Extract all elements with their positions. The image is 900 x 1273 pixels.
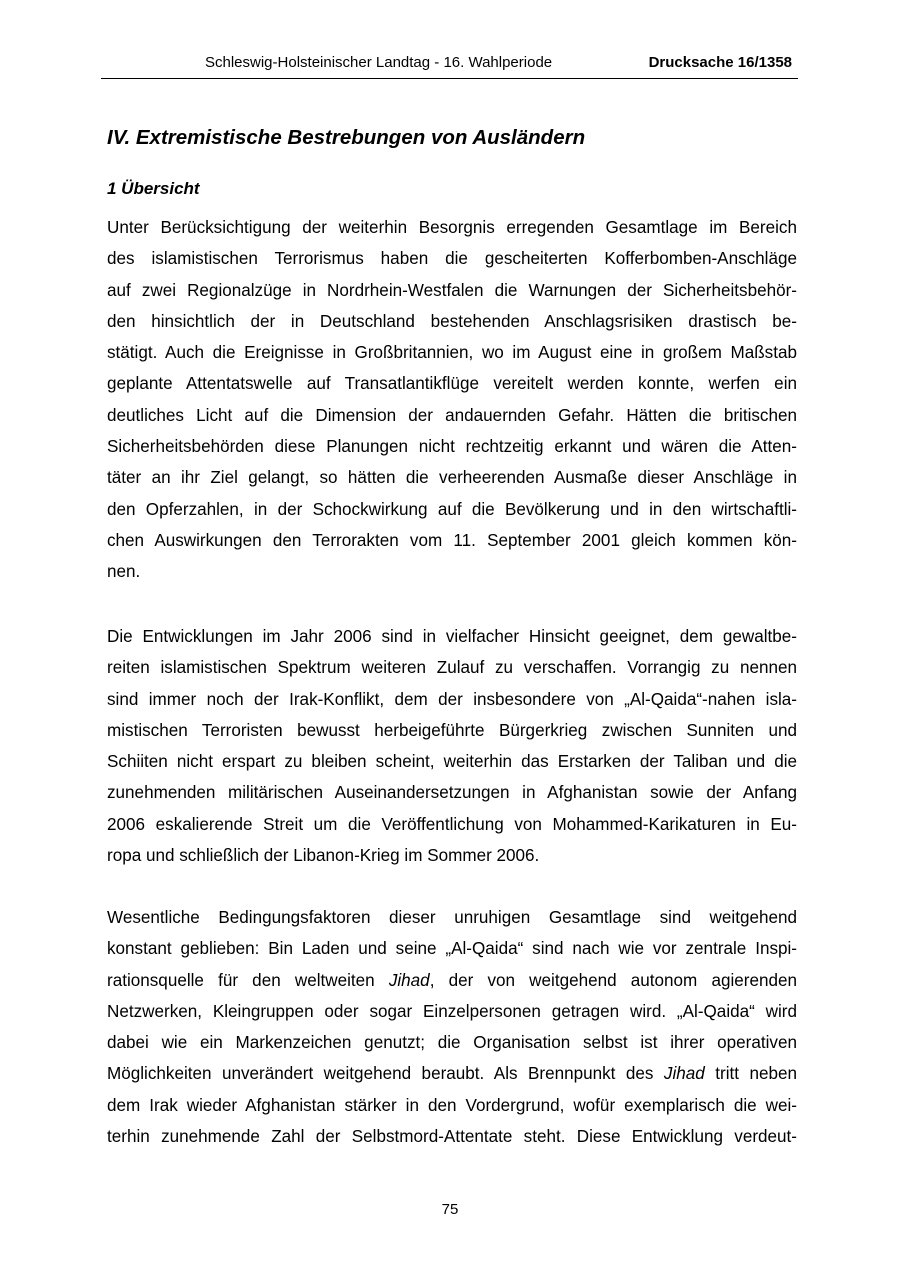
text-line: Netzwerken, Kleingruppen oder sogar Einzelpersonen getragen wird. „Al-Qaida“ wird — [107, 1001, 797, 1021]
text-line: dem Irak wieder Afghanistan stärker in den Vordergrund, wofür exemplarisch die wei- — [107, 1095, 797, 1115]
paragraph-3 — [107, 902, 797, 1152]
text-line: stätigt. Auch die Ereignisse in Großbritannien, wo im August eine in großem Maßstab — [107, 343, 797, 363]
text-line: zunehmenden militärischen Auseinandersetzungen in Afghanistan sowie der Anfang — [107, 783, 797, 803]
text-line: terhin zunehmende Zahl der Selbstmord-Attentate steht. Diese Entwicklung verdeut- — [107, 1127, 797, 1147]
text-line: deutliches Licht auf die Dimension der andauernden Gefahr. Hätten die britischen — [107, 405, 797, 425]
text-line: rationsquelle für den weltweiten Jihad, der von weitgehend autonom agierenden — [107, 970, 797, 990]
text-line: den Opferzahlen, in der Schockwirkung auf die Bevölkerung und in den wirtschaftli- — [107, 499, 797, 519]
text-line: ropa und schließlich der Libanon-Krieg im Sommer 2006. — [107, 846, 540, 866]
text-line: sind immer noch der Irak-Konflikt, dem der insbesondere von „Al-Qaida“-nahen isla- — [107, 689, 797, 709]
emphasis-jihad: Jihad — [663, 1064, 705, 1084]
chapter-heading: IV. Extremistische Bestrebungen von Ausländern — [107, 126, 586, 149]
text-line: täter an ihr Ziel gelangt, so hätten die verheerenden Ausmaße dieser Anschläge in — [107, 468, 797, 488]
text-line: konstant geblieben: Bin Laden und seine „Al-Qaida“ sind nach wie vor zentrale Inspi- — [107, 939, 797, 959]
text-line: mistischen Terroristen bewusst herbeigeführte Bürgerkrieg zwischen Sunniten und — [107, 720, 797, 740]
text-line: reiten islamistischen Spektrum weiteren Zulauf zu verschaffen. Vorrangig zu nennen — [107, 658, 797, 678]
text-line: 2006 eskalierende Streit um die Veröffentlichung von Mohammed-Karikaturen in Eu- — [107, 814, 797, 834]
paragraph-2 — [107, 621, 797, 871]
section-heading: 1 Übersicht — [107, 179, 200, 198]
text-line: dabei wie ein Markenzeichen genutzt; die Organisation selbst ist ihrer operativen — [107, 1033, 797, 1053]
text-line: Die Entwicklungen im Jahr 2006 sind in vielfacher Hinsicht geeignet, dem gewaltbe- — [107, 627, 797, 646]
text-line: Wesentliche Bedingungsfaktoren dieser unruhigen Gesamtlage sind weitgehend — [107, 908, 797, 927]
text-line: Sicherheitsbehörden diese Planungen nicht rechtzeitig erkannt und wären die Atten- — [107, 437, 797, 457]
page-number: 75 — [441, 1201, 459, 1218]
text-line: Unter Berücksichtigung der weiterhin Besorgnis erregenden Gesamtlage im Bereich — [107, 218, 797, 237]
text-line: chen Auswirkungen den Terrorakten vom 11. September 2001 gleich kommen kön- — [107, 530, 797, 550]
text-line: Schiiten nicht erspart zu bleiben scheint, weiterhin das Erstarken der Taliban und die — [107, 752, 797, 772]
text-line: nen. — [107, 562, 141, 582]
text-line: des islamistischen Terrorismus haben die gescheiterten Kofferbomben-Anschläge — [107, 249, 797, 269]
text-line: den hinsichtlich der in Deutschland bestehenden Anschlagsrisiken drastisch be- — [107, 311, 797, 331]
header-title: Schleswig-Holsteinischer Landtag - 16. Wahlperiode — [205, 54, 553, 71]
page-header — [101, 52, 798, 79]
paragraph-1 — [107, 212, 797, 588]
text-line: geplante Attentatswelle auf Transatlantikflüge vereitelt werden konnte, werfen ein — [107, 374, 797, 394]
emphasis-jihad: Jihad — [388, 970, 430, 990]
document-number: Drucksache 16/1358 — [648, 54, 792, 71]
text-line: auf zwei Regionalzüge in Nordrhein-Westfalen die Warnungen der Sicherheitsbehör- — [107, 280, 797, 300]
text-line: Möglichkeiten unverändert weitgehend beraubt. Als Brennpunkt des Jihad tritt neben — [107, 1064, 797, 1084]
